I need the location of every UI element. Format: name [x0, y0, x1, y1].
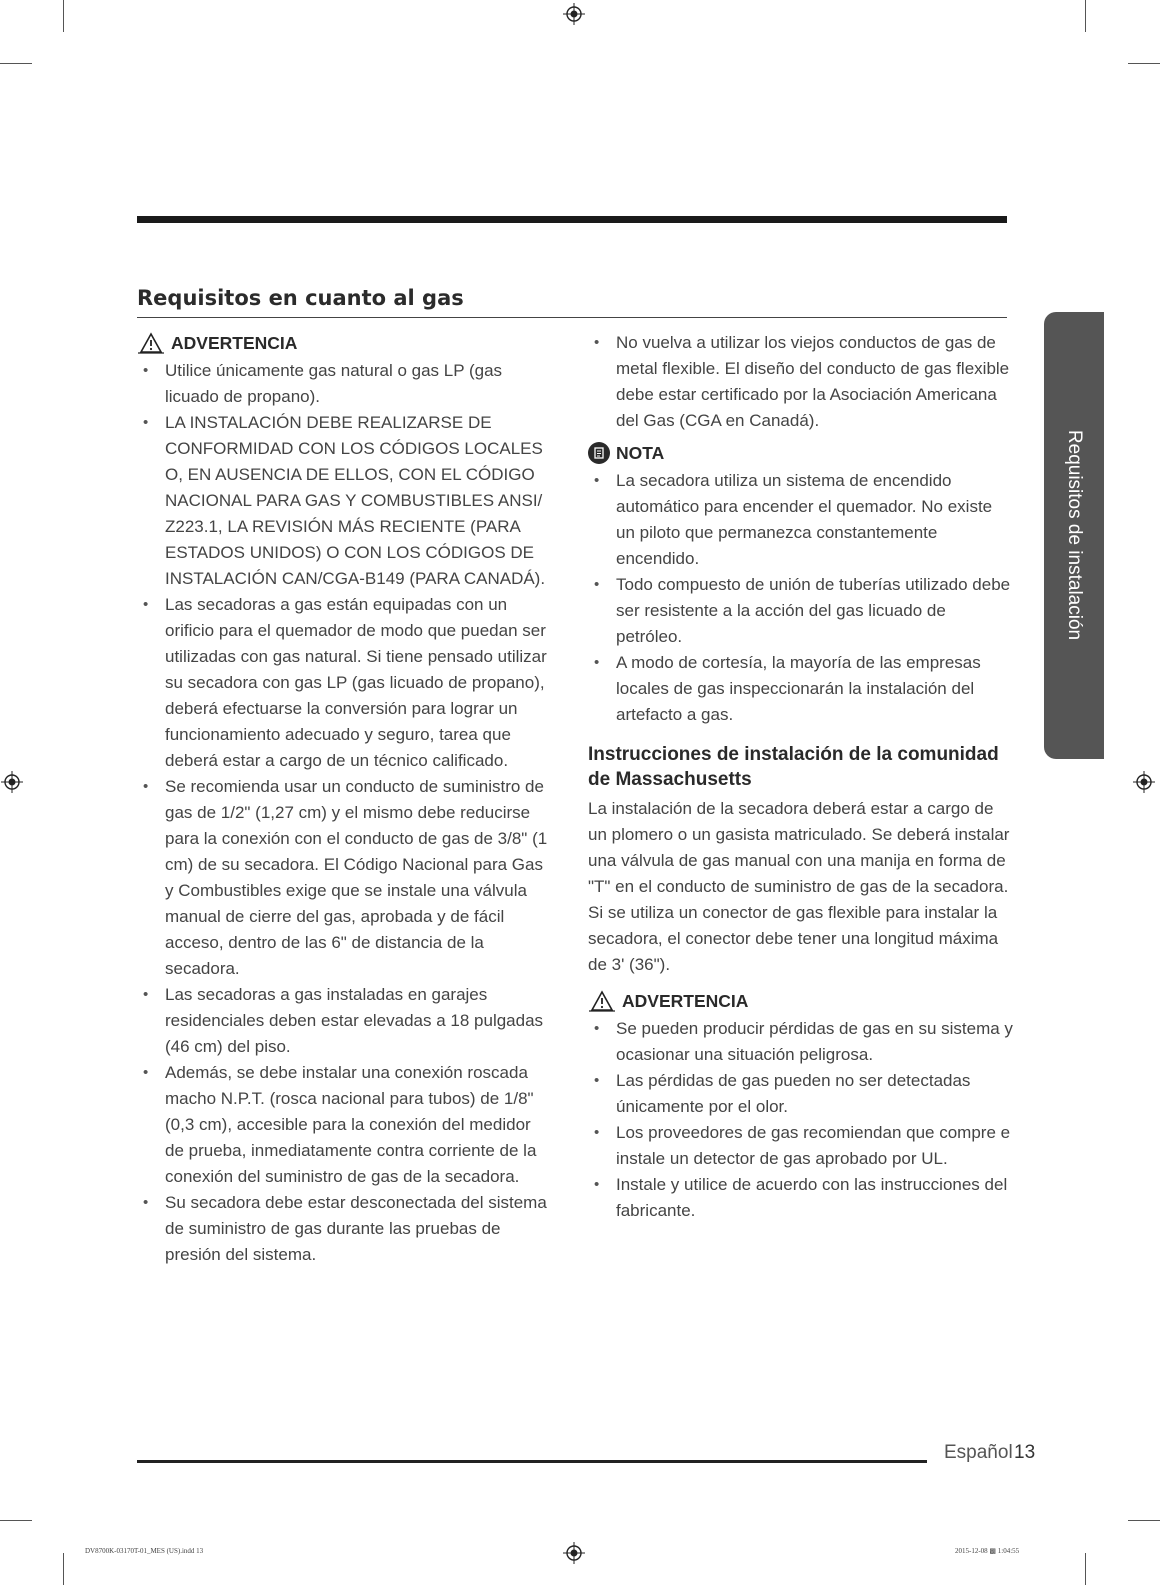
crop-mark	[1085, 0, 1086, 32]
title-rule	[137, 317, 1007, 318]
note-label: NOTA	[616, 442, 665, 463]
print-slug-file: DV8700K-03170T-01_MES (US).indd 13	[85, 1547, 204, 1555]
list-item: • No vuelva a utilizar los viejos conductos de gas de metal flexible. El diseño del conducto de gas flexible debe estar certificado por la Asociación Americana del Gas (CGA en Canadá).	[588, 330, 1013, 434]
list-item: • Los proveedores de gas recomiendan que compre e instale un detector de gas aprobado por UL.	[588, 1120, 1013, 1172]
crop-mark	[0, 63, 32, 64]
footer-rule	[137, 1460, 927, 1463]
continued-list	[588, 330, 1013, 434]
list-item: • A modo de cortesía, la mayoría de las empresas locales de gas inspeccionarán la instalación del artefacto a gas.	[588, 650, 1013, 728]
warning-list-2	[588, 1016, 1013, 1224]
massachusetts-paragraph: La instalación de la secadora deberá estar a cargo de un plomero o un gasista matriculado. Se deberá instalar una válvula de gas manual con una manija en forma de "T" en el conducto de suministro de gas de la secadora. Si se utiliza un conector de gas flexible para instalar la secadora, el conector debe tener una longitud máxima de 3' (36").	[588, 799, 1010, 974]
right-column	[588, 330, 1013, 1224]
crop-mark	[63, 0, 64, 32]
list-item: • Además, se debe instalar una conexión roscada macho N.P.T. (rosca nacional para tubos) de 1/8" (0,3 cm), accesible para la conexión del medidor de prueba, inmediatamente contra corriente de la conexión del suministro de gas de la secadora.	[137, 1060, 552, 1190]
registration-mark-icon	[563, 3, 585, 25]
list-item: • Todo compuesto de unión de tuberías utilizado debe ser resistente a la acción del gas licuado de petróleo.	[588, 572, 1013, 650]
warning-label: ADVERTENCIA	[622, 990, 749, 1011]
list-item: • Las secadoras a gas instaladas en garajes residenciales deben estar elevadas a 18 pulgadas (46 cm) del piso.	[137, 982, 552, 1060]
section-title: Requisitos en cuanto al gas	[137, 286, 464, 310]
warning-triangle-icon	[588, 990, 616, 1012]
crop-mark	[63, 1553, 64, 1585]
list-item: • Las secadoras a gas están equipadas con un orificio para el quemador de modo que puedan ser utilizadas con gas natural. Si tiene pensado utilizar su secadora con gas LP (gas licuado de propano), deberá efectuarse la conversión para lograr un funcionamiento adecuado y seguro, tarea que deberá estar a cargo de un técnico calificado.	[137, 592, 552, 774]
crop-mark	[1128, 1520, 1160, 1521]
warning-label: ADVERTENCIA	[171, 332, 298, 353]
note-heading	[588, 442, 1013, 464]
note-icon	[588, 442, 610, 464]
crop-mark	[1085, 1553, 1086, 1585]
registration-mark-icon	[1133, 771, 1155, 793]
warning-heading-2	[588, 990, 1013, 1012]
list-item: • Se recomienda usar un conducto de suministro de gas de 1/2" (1,27 cm) y el mismo debe reducirse para la conexión con el conducto de gas de 3/8" (1 cm) de su secadora. El Código Nacional para Gas y Combustibles exige que se instale una válvula manual de cierre del gas, aprobada y de fácil acceso, dentro de las 6" de distancia de la secadora.	[137, 774, 552, 982]
page-number: 13	[1014, 1442, 1036, 1463]
print-slug-date: 2015-12-08 ▩ 1:04:55	[955, 1547, 1020, 1555]
crop-mark	[1128, 63, 1160, 64]
crop-mark	[0, 1520, 32, 1521]
warning-heading	[137, 332, 552, 354]
list-item: • LA INSTALACIÓN DEBE REALIZARSE DE CONFORMIDAD CON LOS CÓDIGOS LOCALES O, EN AUSENCIA DE ELLOS, CON EL CÓDIGO NACIONAL PARA GAS Y COMBUSTIBLES ANSI/ Z223.1, LA REVISIÓN MÁS RECIENTE (PARA ESTADOS UNIDOS) O CON LOS CÓDIGOS DE INSTALACIÓN CAN/CGA-B149 (PARA CANADÁ).	[137, 410, 552, 592]
list-item: • Instale y utilice de acuerdo con las instrucciones del fabricante.	[588, 1172, 1013, 1224]
registration-mark-icon	[1, 771, 23, 793]
list-item: • Su secadora debe estar desconectada del sistema de suministro de gas durante las pruebas de presión del sistema.	[137, 1190, 552, 1268]
side-tab-label: Requisitos de instalación	[1064, 429, 1085, 641]
list-item: • Las pérdidas de gas pueden no ser detectadas únicamente por el olor.	[588, 1068, 1013, 1120]
top-rule	[137, 216, 1007, 223]
list-item: • Se pueden producir pérdidas de gas en su sistema y ocasionar una situación peligrosa.	[588, 1016, 1013, 1068]
list-item: • Utilice únicamente gas natural o gas LP (gas licuado de propano).	[137, 358, 552, 410]
list-item: • La secadora utiliza un sistema de encendido automático para encender el quemador. No existe un piloto que permanezca constantemente encendido.	[588, 468, 1013, 572]
registration-mark-icon	[563, 1542, 585, 1564]
footer-language: Español	[944, 1442, 1013, 1463]
warning-list	[137, 358, 552, 1268]
left-column	[137, 330, 552, 1268]
massachusetts-heading: Instrucciones de instalación de la comunidad de Massachusetts	[588, 744, 999, 790]
note-list	[588, 468, 1013, 728]
warning-triangle-icon	[137, 332, 165, 354]
